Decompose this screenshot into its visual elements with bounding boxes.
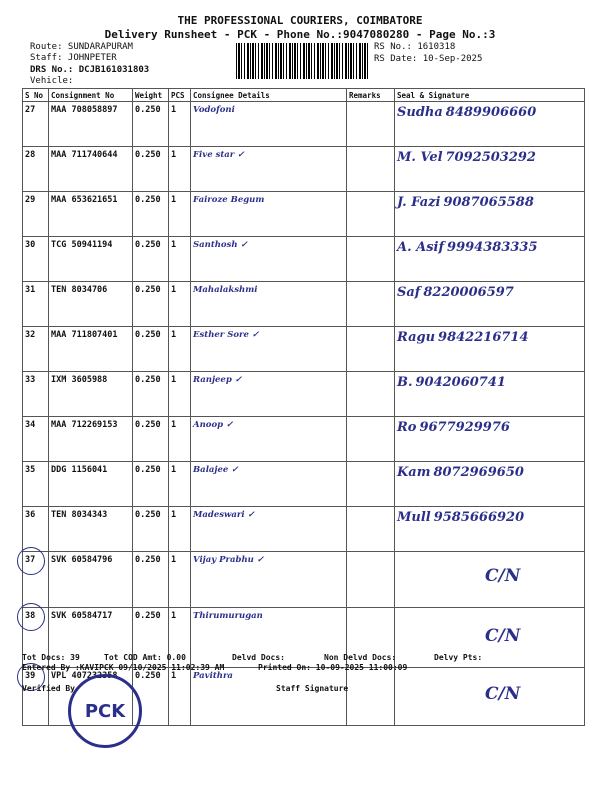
consignment-cell: VPL 407232358	[49, 668, 133, 726]
remarks-cell	[347, 417, 395, 462]
consignment-cell: MAA 708058897	[49, 102, 133, 147]
consignee-cell: Thirumurugan	[191, 608, 347, 668]
remarks-cell	[347, 102, 395, 147]
weight-cell: 0.250	[133, 147, 169, 192]
remarks-cell	[347, 507, 395, 552]
consignee-cell: Esther Sore ✓	[191, 327, 347, 372]
table-row	[23, 147, 585, 192]
weight-cell: 0.250	[133, 462, 169, 507]
col-weight: Weight	[133, 89, 169, 102]
signature: Mull	[397, 510, 431, 525]
sno-cell: 27	[23, 102, 49, 147]
consignment-cell: TEN 8034706	[49, 282, 133, 327]
tot-cod-amt: Tot COD Amt: 0.00	[104, 653, 186, 662]
sno-cell: 30	[23, 237, 49, 282]
table-row	[23, 552, 585, 608]
pcs-cell: 1	[169, 552, 191, 608]
sno-cell	[23, 552, 49, 608]
pcs-cell: 1	[169, 147, 191, 192]
signature: C/N	[485, 684, 521, 704]
sno-text: 37	[25, 555, 36, 565]
table-row	[23, 327, 585, 372]
table-row	[23, 102, 585, 147]
signature-cell	[395, 608, 585, 668]
sno-cell: 33	[23, 372, 49, 417]
consignee-cell: Vijay Prabhu ✓	[191, 552, 347, 608]
signature-cell	[395, 462, 585, 507]
consignment-cell: TEN 8034343	[49, 507, 133, 552]
signature: Saf	[397, 285, 421, 300]
consignment-cell: MAA 711807401	[49, 327, 133, 372]
sno-text: 38	[25, 611, 36, 621]
company-title: THE PROFESSIONAL COURIERS, COIMBATORE	[177, 14, 423, 27]
signature: Ragu	[397, 330, 436, 345]
entered-by: Entered By :KAVIPCK 09/10/2025 11:02:39 AM	[22, 663, 225, 672]
remarks-cell	[347, 237, 395, 282]
signature: C/N	[485, 566, 521, 586]
consignee-cell: Pavithra	[191, 668, 347, 726]
remarks-cell	[347, 192, 395, 237]
signature-cell	[395, 507, 585, 552]
drs-number: DRS No.: DCJB161031803	[30, 65, 150, 75]
phone: 8072969650	[433, 465, 524, 480]
phone: 8220006597	[423, 285, 514, 300]
phone: 7092503292	[445, 150, 536, 165]
weight-cell: 0.250	[133, 237, 169, 282]
weight-cell: 0.250	[133, 102, 169, 147]
route-label: Route: SUNDARAPURAM	[30, 42, 133, 52]
delvd-docs: Delvd Docs:	[232, 653, 285, 662]
pcs-cell: 1	[169, 417, 191, 462]
remarks-cell	[347, 462, 395, 507]
consignment-cell: MAA 712269153	[49, 417, 133, 462]
consignee-cell: Santhosh ✓	[191, 237, 347, 282]
consignment-cell: TCG 50941194	[49, 237, 133, 282]
staff-signature: Staff Signature	[276, 684, 349, 693]
phone: 9994383335	[447, 240, 538, 255]
consignment-cell: SVK 60584796	[49, 552, 133, 608]
verified-by: Verified By	[22, 684, 75, 693]
runsheet-subtitle: Delivery Runsheet - PCK - Phone No.:9047080280 - Page No.:3	[104, 28, 496, 41]
weight-cell: 0.250	[133, 372, 169, 417]
sno-cell: 28	[23, 147, 49, 192]
runsheet-table	[22, 88, 585, 726]
signature: Sudha	[397, 105, 443, 120]
signature-cell	[395, 552, 585, 608]
signature: B.	[397, 375, 413, 390]
signature: A. Asif	[397, 240, 445, 255]
pcs-cell: 1	[169, 282, 191, 327]
signature-cell	[395, 372, 585, 417]
table-row	[23, 192, 585, 237]
table-row	[23, 417, 585, 462]
remarks-cell	[347, 668, 395, 726]
signature-cell	[395, 102, 585, 147]
pcs-cell: 1	[169, 237, 191, 282]
printed-on: Printed On: 10-09-2025 11:00:09	[258, 663, 408, 672]
table-row	[23, 507, 585, 552]
signature-cell	[395, 327, 585, 372]
sno-cell	[23, 668, 49, 726]
pcs-cell: 1	[169, 462, 191, 507]
signature-cell	[395, 668, 585, 726]
barcode	[236, 43, 368, 79]
weight-cell: 0.250	[133, 552, 169, 608]
col-seal: Seal & Signature	[395, 89, 585, 102]
staff-label: Staff: JOHNPETER	[30, 53, 117, 63]
col-consignment: Consignment No	[49, 89, 133, 102]
col-consignee: Consignee Details	[191, 89, 347, 102]
remarks-cell	[347, 327, 395, 372]
consignee-cell: Five star ✓	[191, 147, 347, 192]
pcs-cell: 1	[169, 507, 191, 552]
pcs-cell: 1	[169, 372, 191, 417]
pcs-cell: 1	[169, 668, 191, 726]
phone: 9585666920	[433, 510, 525, 525]
weight-cell: 0.250	[133, 417, 169, 462]
consignment-cell: MAA 711740644	[49, 147, 133, 192]
consignee-cell: Fairoze Begum	[191, 192, 347, 237]
delvy-pts: Delvy Pts:	[434, 653, 483, 662]
signature: M. Vel	[397, 150, 443, 165]
weight-cell: 0.250	[133, 507, 169, 552]
signature-cell	[395, 237, 585, 282]
col-remarks: Remarks	[347, 89, 395, 102]
col-sno: S No	[23, 89, 49, 102]
rs-number: RS No.: 1610318	[374, 42, 456, 52]
phone: 8489906660	[445, 105, 537, 120]
consignment-cell: SVK 60584717	[49, 608, 133, 668]
sno-cell: 34	[23, 417, 49, 462]
sno-cell: 35	[23, 462, 49, 507]
phone: 9042060741	[415, 375, 506, 390]
signature-cell	[395, 417, 585, 462]
pck-stamp	[68, 674, 142, 748]
sno-cell: 31	[23, 282, 49, 327]
consignee-cell: Mahalakshmi	[191, 282, 347, 327]
pcs-cell: 1	[169, 102, 191, 147]
vehicle-label: Vehicle:	[30, 76, 74, 86]
weight-cell: 0.250	[133, 608, 169, 668]
remarks-cell	[347, 552, 395, 608]
weight-cell: 0.250	[133, 668, 169, 726]
signature: Ro	[397, 420, 417, 435]
remarks-cell	[347, 282, 395, 327]
circle-mark	[17, 547, 45, 575]
consignee-cell: Madeswari ✓	[191, 507, 347, 552]
table-row	[23, 372, 585, 417]
remarks-cell	[347, 147, 395, 192]
col-pcs: PCS	[169, 89, 191, 102]
consignee-cell: Vodofoni	[191, 102, 347, 147]
tot-docs: Tot Docs: 39	[22, 653, 80, 662]
sno-cell: 36	[23, 507, 49, 552]
pcs-cell: 1	[169, 327, 191, 372]
phone: 9842216714	[438, 330, 529, 345]
sno-cell: 29	[23, 192, 49, 237]
non-delvd-docs: Non Delvd Docs:	[324, 653, 397, 662]
weight-cell: 0.250	[133, 282, 169, 327]
signature: C/N	[485, 626, 521, 646]
consignment-cell: DDG 1156041	[49, 462, 133, 507]
consignment-cell: MAA 653621651	[49, 192, 133, 237]
signature-cell	[395, 147, 585, 192]
table-row	[23, 462, 585, 507]
consignee-cell: Anoop ✓	[191, 417, 347, 462]
consignee-cell: Ranjeep ✓	[191, 372, 347, 417]
circle-mark	[17, 603, 45, 631]
weight-cell: 0.250	[133, 192, 169, 237]
phone: 9087065588	[443, 195, 534, 210]
signature: Kam	[397, 465, 431, 480]
table-header-row	[23, 89, 585, 102]
signature: J. Fazi	[397, 195, 441, 210]
signature-cell	[395, 192, 585, 237]
signature-cell	[395, 282, 585, 327]
consignment-cell: IXM 3605988	[49, 372, 133, 417]
sno-text: 39	[25, 671, 36, 681]
pcs-cell: 1	[169, 192, 191, 237]
remarks-cell	[347, 372, 395, 417]
weight-cell: 0.250	[133, 327, 169, 372]
consignee-cell: Balajee ✓	[191, 462, 347, 507]
rs-date: RS Date: 10-Sep-2025	[374, 54, 483, 64]
phone: 9677929976	[419, 420, 510, 435]
pcs-cell: 1	[169, 608, 191, 668]
table-row	[23, 237, 585, 282]
sno-cell: 32	[23, 327, 49, 372]
table-row	[23, 282, 585, 327]
stamp-text: PCK	[84, 700, 126, 722]
